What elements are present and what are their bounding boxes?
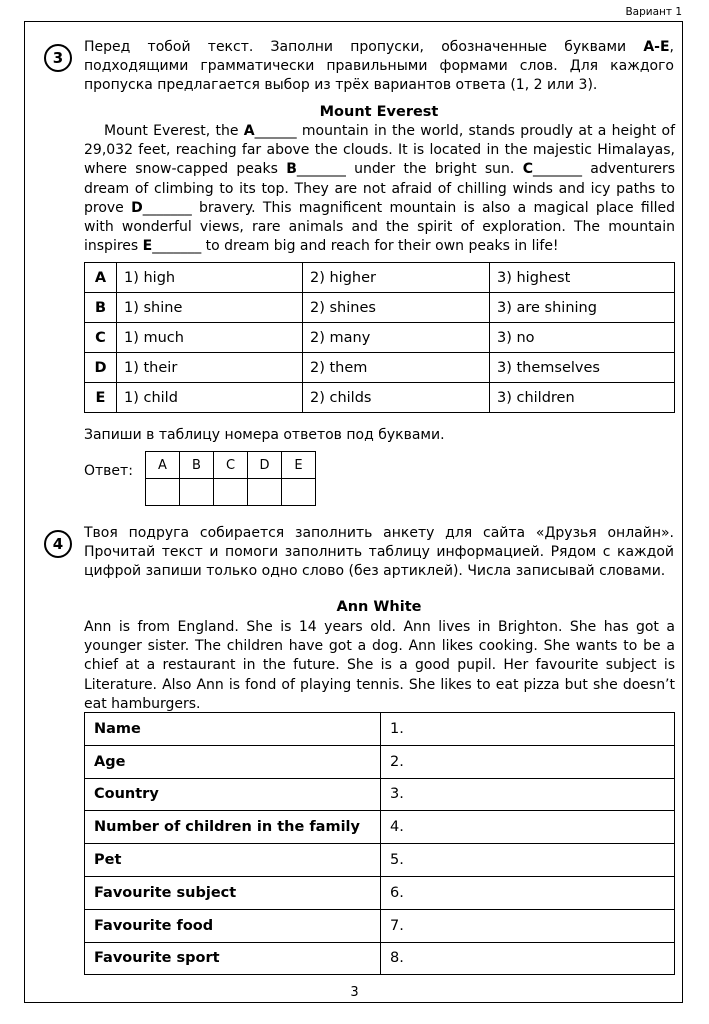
option-3: 3) children xyxy=(490,383,675,413)
answer-letter: A xyxy=(146,452,180,479)
answer-note: Запиши в таблицу номера ответов под буквами. xyxy=(84,427,445,443)
task-3-number: 3 xyxy=(44,44,72,72)
option-2: 2) shines xyxy=(303,293,490,323)
field-answer[interactable]: 3. xyxy=(381,778,675,811)
task-3-instruction: Перед тобой текст. Заполни пропуски, обозначенные буквами A-E, подходящими грамматически правильными формами слов. Для каждого пропуска предлагается выбор из трёх вариантов ответа (1, 2 или 3). xyxy=(84,39,674,94)
field-answer[interactable]: 8. xyxy=(381,942,675,975)
options-row-c xyxy=(85,323,675,353)
options-row-a xyxy=(85,263,675,293)
answer-letter: B xyxy=(180,452,214,479)
options-row-b xyxy=(85,293,675,323)
field-answer[interactable]: 5. xyxy=(381,844,675,877)
page-number: 3 xyxy=(350,985,359,1000)
answer-letter: E xyxy=(282,452,316,479)
task-3-text: Mount Everest, the A______ mountain in the world, stands proudly at a height of 29,032 feet, reaching far above the clouds. It is located in the majestic Himalayas, where snow-capped peaks B_______ under the bright sun. C_______ adventurers dream of climbing to its top. They are not afraid of chilling winds and icy paths to prove D_______ bravery. This magnificent mountain is also a magical place filled with wonderful views, rare animals and the spirit of exploration. The mountain inspires E_______ to dream big and reach for their own peaks in life! xyxy=(84,123,675,255)
task-4-number: 4 xyxy=(44,530,72,558)
option-3: 3) highest xyxy=(490,263,675,293)
option-letter: A xyxy=(85,263,117,293)
table-row xyxy=(85,713,675,746)
field-answer[interactable]: 7. xyxy=(381,909,675,942)
answer-cell-a[interactable] xyxy=(146,479,180,506)
option-3: 3) themselves xyxy=(490,353,675,383)
field-answer[interactable]: 6. xyxy=(381,876,675,909)
table-row xyxy=(85,942,675,975)
answer-letter: C xyxy=(214,452,248,479)
field-label: Number of children in the family xyxy=(85,811,381,844)
option-3: 3) no xyxy=(490,323,675,353)
table-row xyxy=(85,778,675,811)
task-4-text: Ann is from England. She is 14 years old. Ann lives in Brighton. She has got a younger sister. The children have got a dog. Ann likes cooking. She wants to be a chief at a restaurant in the future. She is a good pupil. Her favourite subject is Literature. Also Ann is fond of playing tennis. She likes to eat pizza but she doesn’t eat hamburgers. xyxy=(84,619,675,712)
answer-letters-row xyxy=(146,452,316,479)
field-label: Pet xyxy=(85,844,381,877)
table-row xyxy=(85,909,675,942)
option-letter: C xyxy=(85,323,117,353)
table-row xyxy=(85,844,675,877)
field-label: Favourite food xyxy=(85,909,381,942)
options-row-e xyxy=(85,383,675,413)
table-row xyxy=(85,811,675,844)
variant-label: Вариант 1 xyxy=(625,6,682,18)
field-label: Country xyxy=(85,778,381,811)
option-2: 2) childs xyxy=(303,383,490,413)
option-1: 1) high xyxy=(117,263,303,293)
field-answer[interactable]: 1. xyxy=(381,713,675,746)
answer-cells-row xyxy=(146,479,316,506)
option-3: 3) are shining xyxy=(490,293,675,323)
field-label: Favourite sport xyxy=(85,942,381,975)
answer-cell-c[interactable] xyxy=(214,479,248,506)
answer-cell-d[interactable] xyxy=(248,479,282,506)
option-2: 2) many xyxy=(303,323,490,353)
answer-letter: D xyxy=(248,452,282,479)
task-4-instruction: Твоя подруга собирается заполнить анкету для сайта «Друзья онлайн». Прочитай текст и помоги заполнить таблицу информацией. Рядом с каждой цифрой запиши только одно слово (без артиклей). Числа записывай словами. xyxy=(84,525,674,580)
options-row-d xyxy=(85,353,675,383)
options-table xyxy=(84,262,675,413)
option-letter: E xyxy=(85,383,117,413)
option-1: 1) shine xyxy=(117,293,303,323)
answer-label: Ответ: xyxy=(84,463,133,479)
option-letter: D xyxy=(85,353,117,383)
option-1: 1) much xyxy=(117,323,303,353)
option-letter: B xyxy=(85,293,117,323)
field-label: Age xyxy=(85,745,381,778)
field-answer[interactable]: 4. xyxy=(381,811,675,844)
answer-grid xyxy=(145,451,316,506)
answer-cell-b[interactable] xyxy=(180,479,214,506)
task-4-title: Ann White xyxy=(336,599,422,615)
profile-table xyxy=(84,712,675,975)
option-1: 1) child xyxy=(117,383,303,413)
field-answer[interactable]: 2. xyxy=(381,745,675,778)
answer-cell-e[interactable] xyxy=(282,479,316,506)
table-row xyxy=(85,876,675,909)
task-3-title: Mount Everest xyxy=(319,104,439,120)
field-label: Favourite subject xyxy=(85,876,381,909)
option-1: 1) their xyxy=(117,353,303,383)
table-row xyxy=(85,745,675,778)
option-2: 2) higher xyxy=(303,263,490,293)
option-2: 2) them xyxy=(303,353,490,383)
field-label: Name xyxy=(85,713,381,746)
